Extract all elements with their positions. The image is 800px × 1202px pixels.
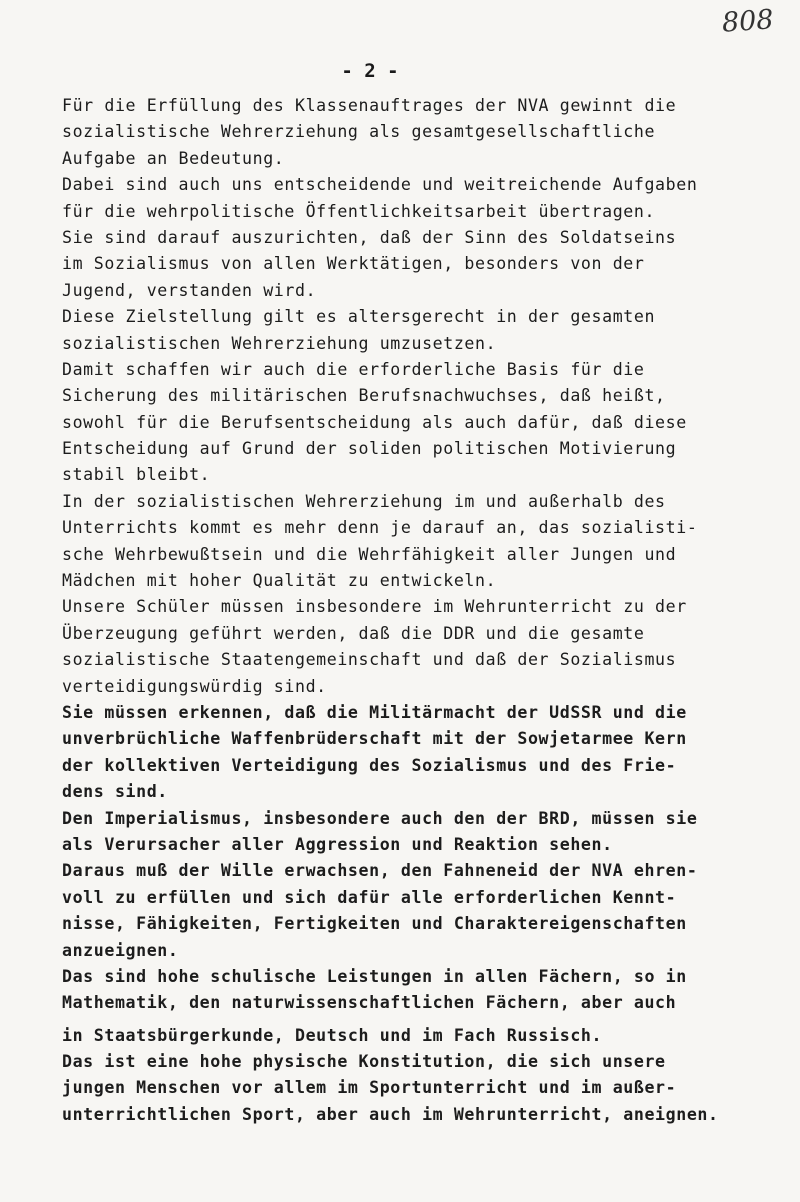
- text-line: Dabei sind auch uns entscheidende und weitreichende Aufgaben: [62, 175, 698, 195]
- text-line: Das sind hohe schulische Leistungen in allen Fächern, so in: [62, 966, 687, 986]
- text-line: Mathematik, den naturwissenschaftlichen Fächern, aber auch: [62, 993, 677, 1013]
- text-line: verteidigungswürdig sind.: [62, 676, 327, 696]
- text-line: Den Imperialismus, insbesondere auch den der BRD, müssen sie: [62, 808, 698, 828]
- text-line: im Sozialismus von allen Werktätigen, besonders von der: [62, 254, 645, 274]
- text-line: unterrichtlichen Sport, aber auch im Wehrunterricht, aneignen.: [62, 1104, 719, 1124]
- text-line: sche Wehrbewußtsein und die Wehrfähigkeit aller Jungen und: [62, 544, 677, 564]
- text-line: Aufgabe an Bedeutung.: [62, 148, 285, 168]
- text-line: anzueignen.: [62, 940, 179, 960]
- text-line: sozialistischen Wehrerziehung umzusetzen.: [62, 333, 497, 353]
- text-line: jungen Menschen vor allem im Sportunterricht und im außer-: [62, 1078, 677, 1098]
- text-line: in Staatsbürgerkunde, Deutsch und im Fach Russisch.: [62, 1025, 603, 1045]
- text-line: sozialistische Wehrerziehung als gesamtgesellschaftliche: [62, 122, 656, 142]
- text-line: Daraus muß der Wille erwachsen, den Fahneneid der NVA ehren-: [62, 861, 698, 881]
- text-line: Entscheidung auf Grund der soliden politischen Motivierung: [62, 439, 677, 459]
- text-line: Für die Erfüllung des Klassenauftrages der NVA gewinnt die: [62, 96, 677, 115]
- text-line: sozialistische Staatengemeinschaft und daß der Sozialismus: [62, 650, 677, 670]
- text-line: Überzeugung geführt werden, daß die DDR und die gesamte: [62, 623, 645, 643]
- text-line: unverbrüchliche Waffenbrüderschaft mit der Sowjetarmee Kern: [62, 729, 687, 749]
- text-line: dens sind.: [62, 782, 168, 802]
- text-line: Damit schaffen wir auch die erforderliche Basis für die: [62, 359, 645, 379]
- text-line: voll zu erfüllen und sich dafür alle erforderlichen Kennt-: [62, 887, 677, 907]
- text-line: Unterrichts kommt es mehr denn je darauf an, das sozialisti-: [62, 518, 698, 538]
- text-line: In der sozialistischen Wehrerziehung im und außerhalb des: [62, 491, 666, 511]
- text-line: als Verursacher aller Aggression und Reaktion sehen.: [62, 834, 613, 854]
- text-line: Sie müssen erkennen, daß die Militärmacht der UdSSR und die: [62, 702, 687, 722]
- text-line: sowohl für die Berufsentscheidung als auch dafür, daß diese: [62, 412, 687, 432]
- handwritten-page-number: 808: [720, 4, 775, 39]
- text-line: stabil bleibt.: [62, 465, 211, 485]
- body-text: [62, 93, 792, 1128]
- text-line: nisse, Fähigkeiten, Fertigkeiten und Charaktereigenschaften: [62, 914, 687, 934]
- typed-page-number: - 2 -: [341, 60, 399, 82]
- text-line: Das ist eine hohe physische Konstitution, die sich unsere: [62, 1052, 666, 1072]
- text-line: Jugend, verstanden wird.: [62, 280, 317, 300]
- text-line: der kollektiven Verteidigung des Sozialismus und des Frie-: [62, 755, 677, 775]
- text-line: Mädchen mit hoher Qualität zu entwickeln.: [62, 571, 497, 591]
- text-line: für die wehrpolitische Öffentlichkeitsarbeit übertragen.: [62, 201, 656, 221]
- text-line: Sicherung des militärischen Berufsnachwuchses, daß heißt,: [62, 386, 666, 406]
- text-line: Sie sind darauf auszurichten, daß der Sinn des Soldatseins: [62, 227, 677, 247]
- text-line: Diese Zielstellung gilt es altersgerecht in der gesamten: [62, 307, 656, 327]
- text-line: Unsere Schüler müssen insbesondere im Wehrunterricht zu der: [62, 597, 687, 617]
